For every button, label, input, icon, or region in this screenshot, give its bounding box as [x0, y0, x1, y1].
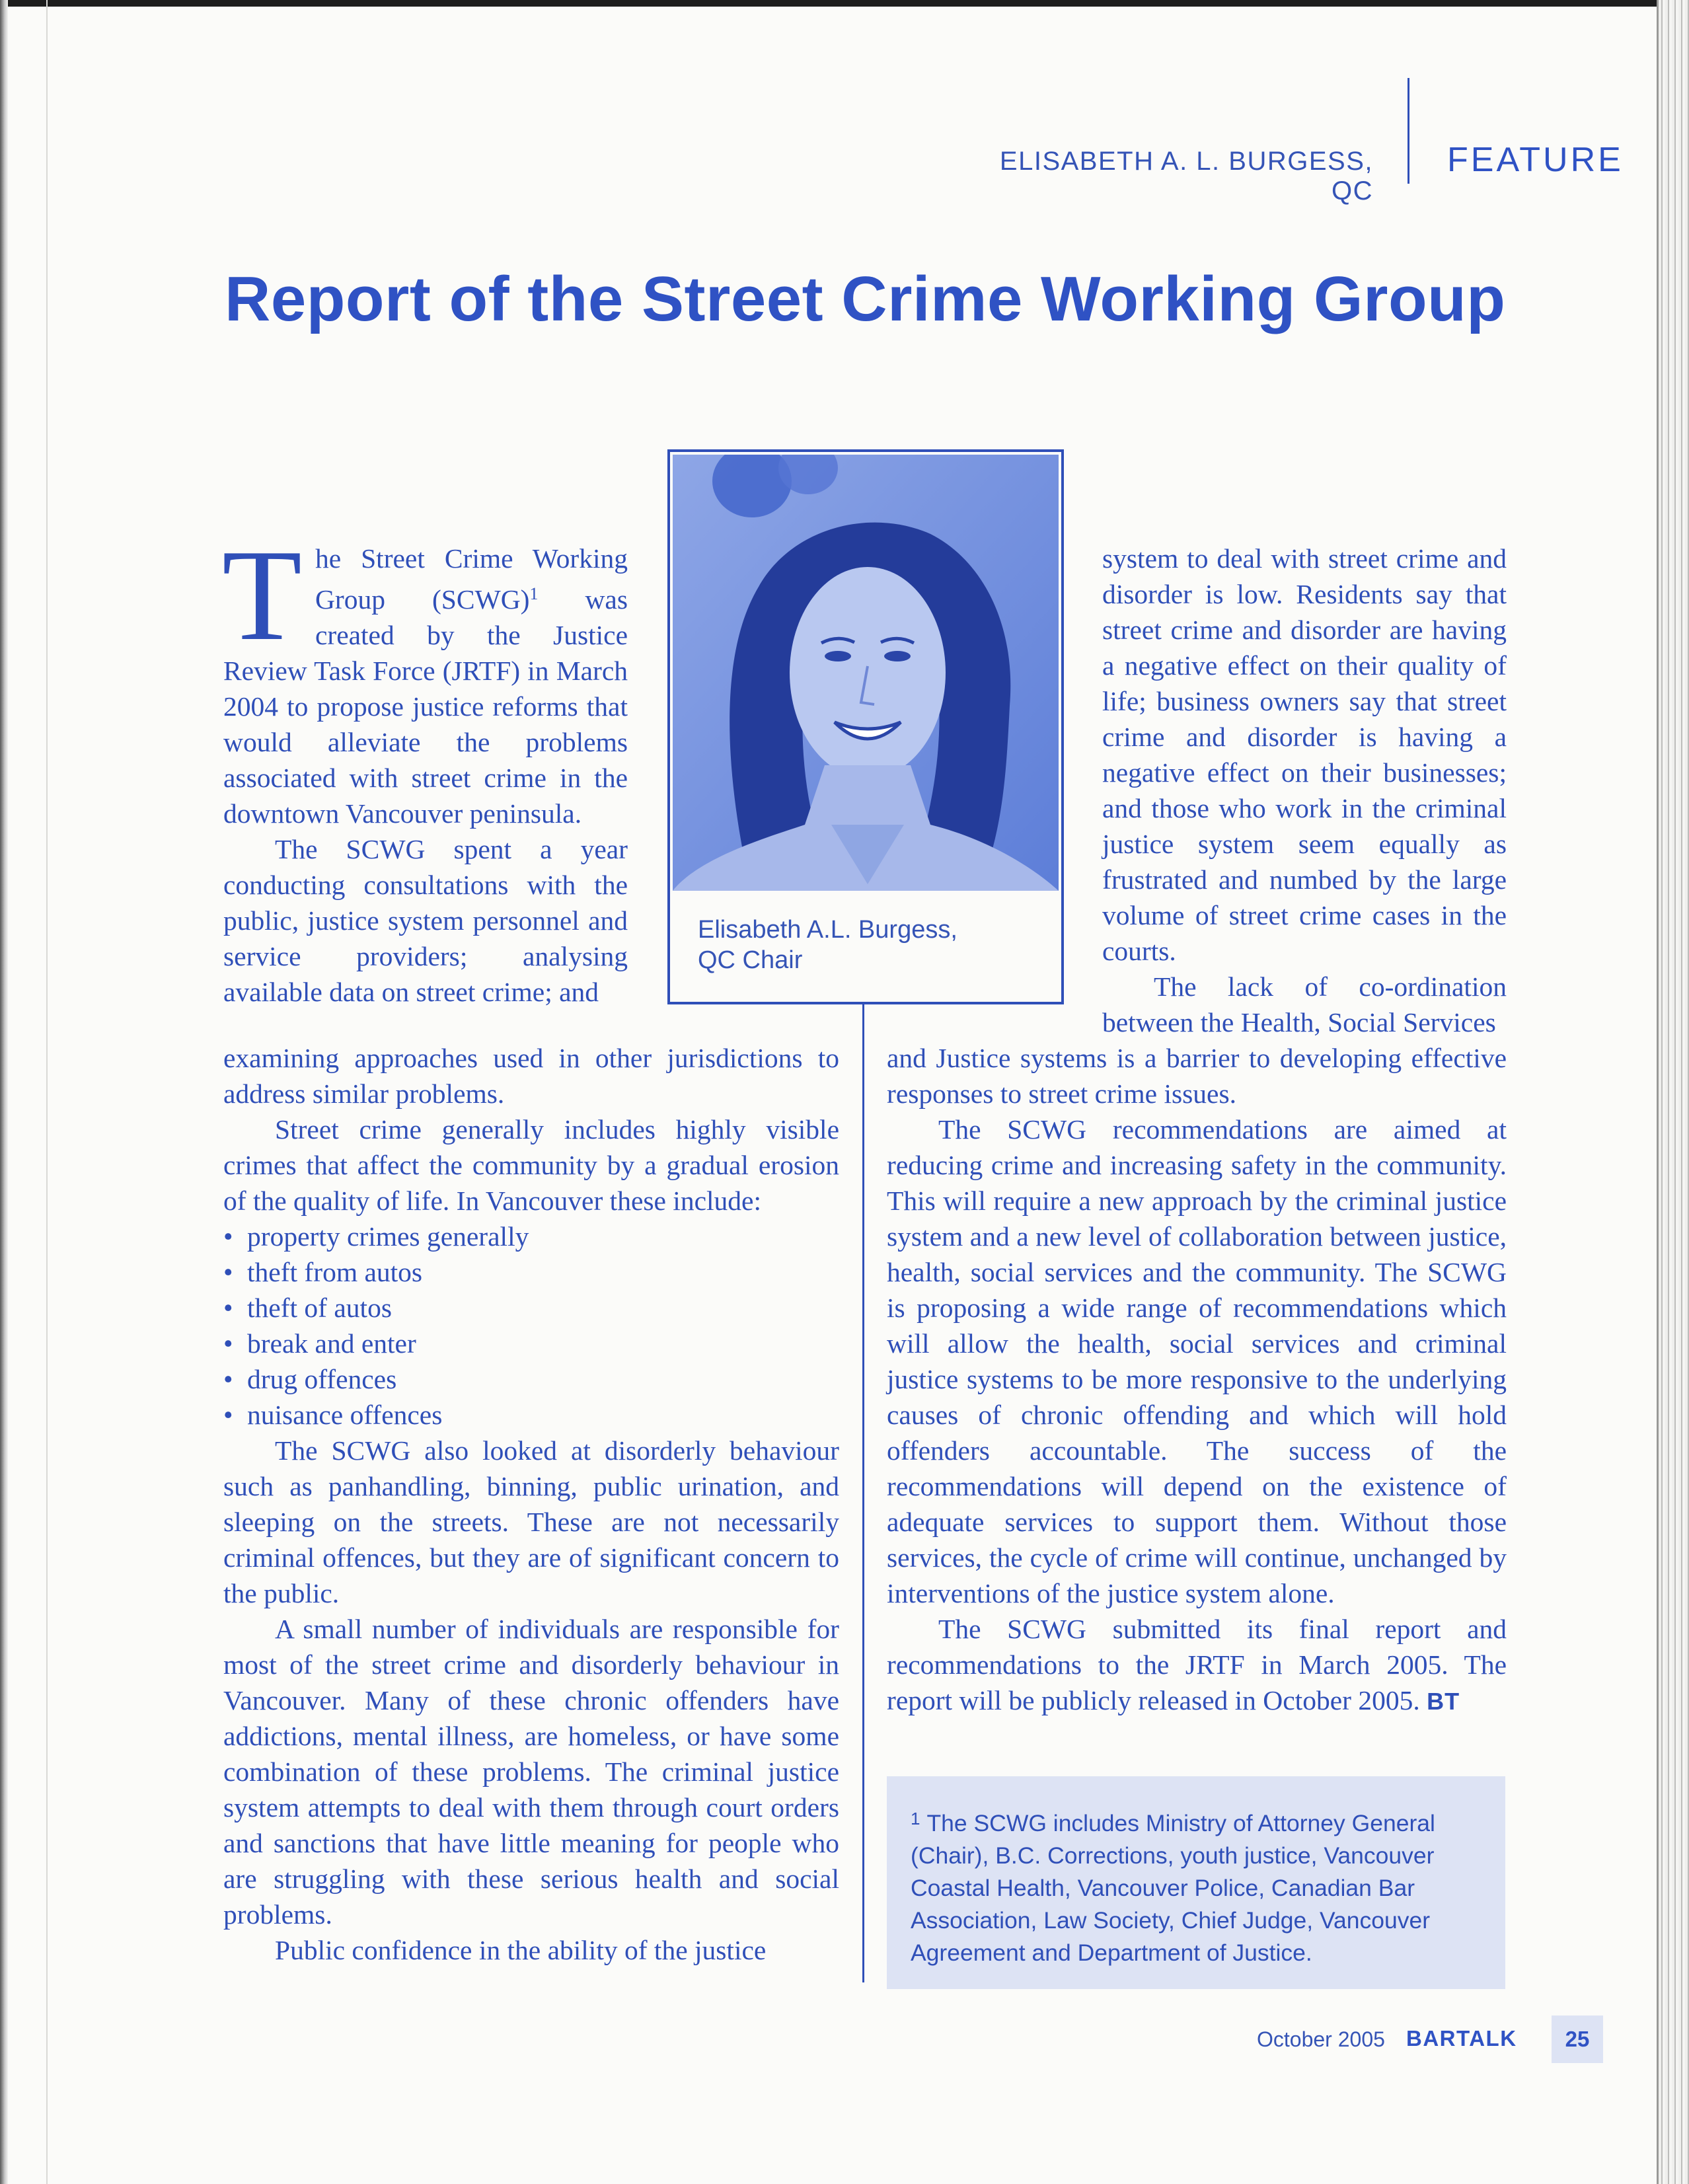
bullet-icon: •: [223, 1293, 233, 1323]
list-item: • theft of autos: [223, 1290, 839, 1326]
scan-page-edge: [46, 0, 48, 2184]
photo-caption: Elisabeth A.L. Burgess, QC Chair: [698, 916, 957, 974]
author-photo: [673, 455, 1059, 891]
end-mark: BT: [1427, 1688, 1460, 1715]
article-column-left-top: [222, 523, 628, 1010]
bullet-icon: •: [223, 1221, 233, 1252]
article-column-right-bottom: [887, 1040, 1507, 1719]
header-divider: [1408, 78, 1409, 184]
scan-left-edge: [0, 0, 8, 2184]
scan-top-edge: [0, 0, 1689, 7]
footnote-number: 1: [911, 1809, 920, 1828]
scan-right-edge: [1659, 0, 1689, 2184]
article-paragraph-coordination: The lack of co-ordination between the Health, Social Services: [1102, 971, 1507, 1037]
list-item: • drug offences: [223, 1361, 839, 1397]
article-paragraph-public-confidence: Public confidence in the ability of the justice: [275, 1935, 767, 1965]
page-title: Report of the Street Crime Working Group: [225, 264, 1506, 334]
article-paragraph-intro: [222, 523, 628, 831]
article-paragraph-final-report: The SCWG submitted its final report and recommendations to the JRTF in March 2005. The report will be publicly released in October 2005. BT: [887, 1614, 1507, 1715]
footnote-reference: 1: [529, 584, 539, 603]
header-author: ELISABETH A. L. BURGESS, QC: [999, 147, 1373, 206]
street-crime-list: [223, 1219, 839, 1433]
list-item: • break and enter: [223, 1326, 839, 1361]
article-paragraph-chronic-offenders: A small number of individuals are responsible for most of the street crime and disorderly behaviour in Vancouver. Many of these chronic offenders have addictions, mental illness, are homeless, or have some combination of these problems. The criminal justice system attempts to deal with them through court orders and sanctions that have little meaning for people who are struggling with these serious health and social problems.: [223, 1614, 839, 1930]
header-section-label: FEATURE: [1447, 141, 1624, 179]
intro-text-b: was created by the Justice Review Task Force (JRTF) in March 2004 to propose justice reforms that would alleviate the problems associated with street crime in the downtown Vancouver peninsula.: [223, 584, 628, 829]
footer-magazine-name: BARTALK: [1406, 2026, 1517, 2051]
footer-date: October 2005: [1257, 2027, 1385, 2051]
list-item: • theft from autos: [223, 1254, 839, 1290]
bullet-icon: •: [223, 1328, 233, 1359]
bullet-icon: •: [223, 1257, 233, 1287]
intro-text-a: he Street Crime Working Group (SCWG): [315, 543, 628, 615]
footnote-box: [887, 1776, 1505, 1989]
footnote-text: The SCWG includes Ministry of Attorney General (Chair), B.C. Corrections, youth justice, Vancouver Coastal Health, Vancouver Police, Canadian Bar Association, Law Society, Chief Judge, Vancouver Agreement and Department of Justice.: [911, 1810, 1435, 1966]
list-item: • nuisance offences: [223, 1397, 839, 1433]
article-paragraph-public-confidence-cont: system to deal with street crime and disorder is low. Residents say that street crime and disorder are having a negative effect on their quality of life; business owners say that street crime and disorder is having a negative effect on their businesses; and those who work in the criminal justice system seem equally as frustrated and numbed by the large volume of street crime cases in the courts.: [1102, 543, 1507, 966]
drop-cap: T: [222, 523, 302, 667]
page-number: 25: [1552, 2015, 1603, 2063]
bullet-icon: •: [223, 1364, 233, 1394]
article-column-right-top: [1102, 541, 1507, 1040]
article-paragraph-consultations: The SCWG spent a year conducting consultations with the public, justice system personnel and service providers; analysing available data on street crime; and: [223, 834, 628, 1007]
article-paragraph-coordination-cont: and Justice systems is a barrier to developing effective responses to street crime issues.: [887, 1043, 1507, 1109]
article-paragraph-disorderly: The SCWG also looked at disorderly behaviour such as panhandling, binning, public urination, and sleeping on the streets. These are not necessarily criminal offences, but they are of significant concern to the public.: [223, 1435, 839, 1608]
column-divider: [862, 1004, 864, 1982]
bullet-icon: •: [223, 1400, 233, 1430]
list-item: • property crimes generally: [223, 1219, 839, 1254]
article-paragraph-street-crime: Street crime generally includes highly visible crimes that affect the community by a gradual erosion of the quality of life. In Vancouver these include:: [223, 1114, 839, 1216]
article-paragraph-recommendations: The SCWG recommendations are aimed at reducing crime and increasing safety in the community. This will require a new approach by the criminal justice system and a new level of collaboration between justice, health, social services and the community. The SCWG is proposing a wide range of recommendations which will allow the health, social services and criminal justice systems to be more responsive to the underlying causes of chronic offending and which will hold offenders accountable. The success of the recommendations will depend on the existence of adequate services to support them. Without those services, the cycle of crime will continue, unchanged by interventions of the justice system alone.: [887, 1114, 1507, 1608]
author-photo-frame: [667, 449, 1064, 1004]
article-column-left-bottom: [223, 1040, 839, 1968]
article-paragraph-consultations-cont: examining approaches used in other jurisdictions to address similar problems.: [223, 1043, 839, 1109]
